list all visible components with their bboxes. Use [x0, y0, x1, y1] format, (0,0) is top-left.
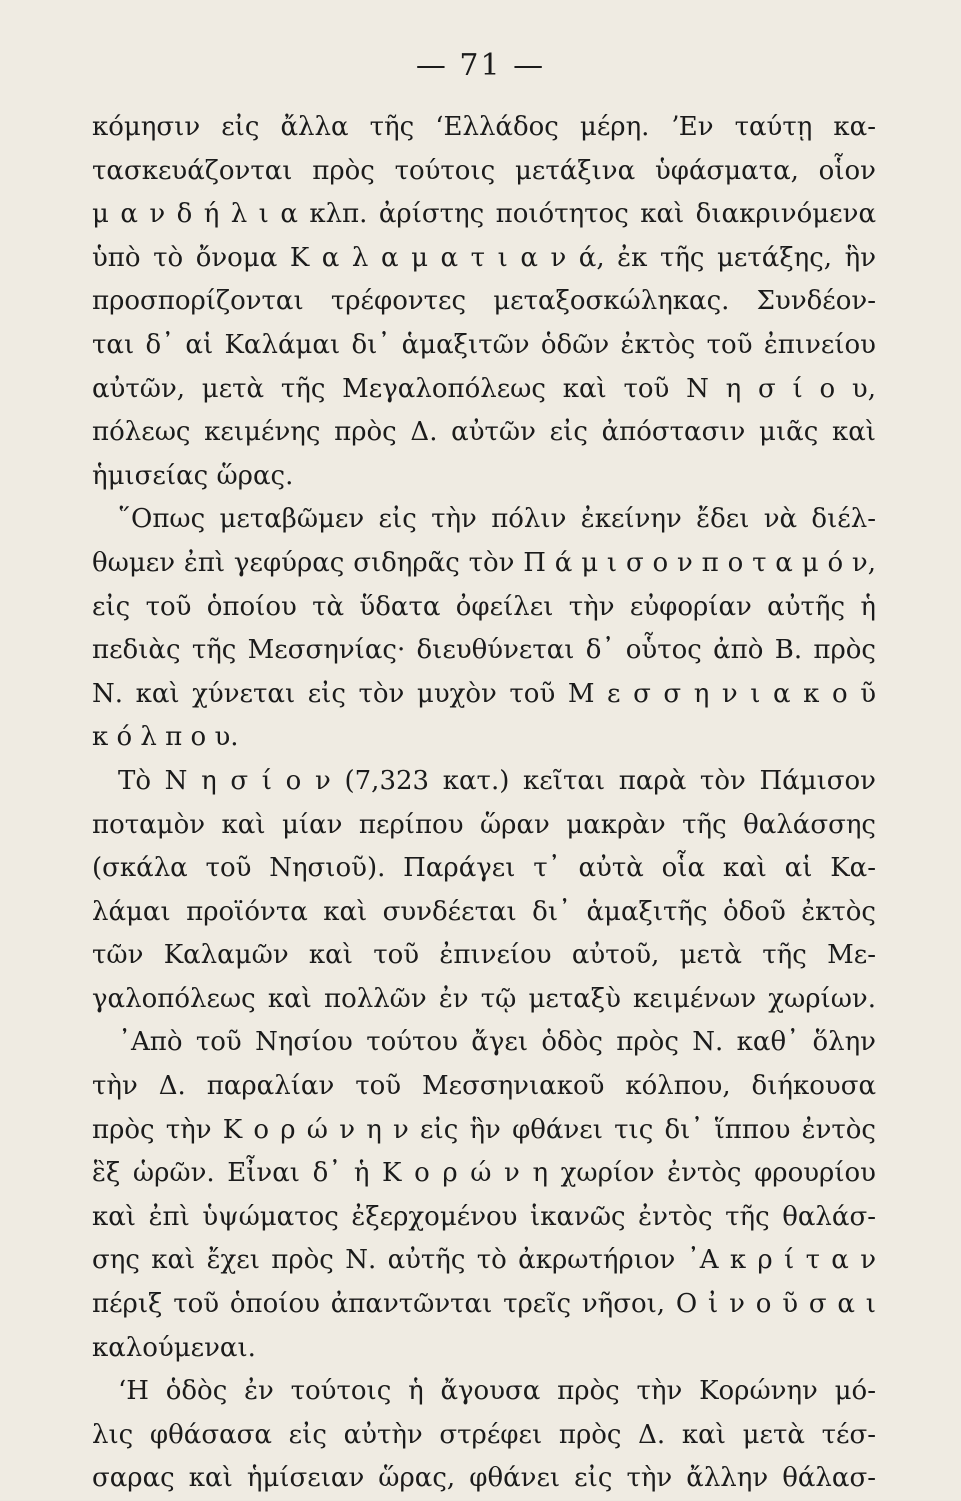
text-line: κόμησιν εἰς ἄλλα τῆς ʻΕλλάδος μέρη. ʼΕν ταύτῃ κα- [92, 112, 876, 142]
text-line: Ν. καὶ χύνεται εἰς τὸν μυχὸν τοῦ Μ ε σ σ η ν ι α κ ο ῦ [92, 678, 876, 709]
text-line: Τὸ Ν η σ ί ο ν (7,323 κατ.) κεῖται παρὰ τὸν Πάμισον [118, 765, 876, 796]
text-line: μ α ν δ ή λ ι α κλπ. ἀρίστης ποιότητος καὶ διακρινόμενα [92, 199, 876, 230]
text-line: σαρας καὶ ἡμίσειαν ὥρας, φθάνει εἰς τὴν ἄλλην θάλασ- [92, 1463, 876, 1494]
text-line: ῞Οπως μεταβῶμεν εἰς τὴν πόλιν ἐκείνην ἔδει νὰ διέλ- [118, 504, 876, 535]
text-line: γαλοπόλεως καὶ πολλῶν ἐν τῷ μεταξὺ κειμένων χωρίων. [92, 983, 876, 1014]
text-line: λις φθάσασα εἰς αὐτὴν στρέφει πρὸς Δ. καὶ μετὰ τέσ- [92, 1419, 876, 1450]
text-line: πεδιὰς τῆς Μεσσηνίας· διευθύνεται δ᾽ οὗτος ἀπὸ Β. πρὸς [92, 635, 876, 666]
text-line: εἰς τοῦ ὁποίου τὰ ὕδατα ὀφείλει τὴν εὐφορίαν αὐτῆς ἡ [92, 591, 876, 622]
text-line: προσπορίζονται τρέφοντες μεταξοσκώληκας. Συνδέον- [92, 286, 876, 317]
text-line: λάμαι προϊόντα καὶ συνδέεται δι᾽ ἁμαξιτῆς ὁδοῦ ἐκτὸς [92, 896, 876, 927]
text-line: αὐτῶν, μετὰ τῆς Μεγαλοπόλεως καὶ τοῦ Ν η σ ί ο υ, [92, 373, 876, 404]
page-number: — 71 — [415, 48, 546, 83]
text-line: σης καὶ ἔχει πρὸς Ν. αὐτῆς τὸ ἀκρωτήριον ᾽Α κ ρ ί τ α ν [92, 1245, 876, 1276]
text-line: θωμεν ἐπὶ γεφύρας σιδηρᾶς τὸν Π ά μ ι σ ο ν π ο τ α μ ό ν, [92, 547, 876, 578]
text-line: τασκευάζονται πρὸς τούτοις μετάξινα ὑφάσματα, οἷον [92, 155, 876, 186]
text-line: ἓξ ὡρῶν. Εἶναι δ᾽ ἡ Κ ο ρ ώ ν η χωρίον ἐντὸς φρουρίου [92, 1158, 876, 1189]
text-line: τὴν Δ. παραλίαν τοῦ Μεσσηνιακοῦ κόλπου, διήκουσα [92, 1071, 876, 1102]
text-line: καλούμεναι. [92, 1332, 256, 1363]
text-line: καὶ ἐπὶ ὑψώματος ἐξερχομένου ἱκανῶς ἐντὸς τῆς θαλάσ- [92, 1201, 876, 1232]
text-line: τῶν Καλαμῶν καὶ τοῦ ἐπινείου αὐτοῦ, μετὰ τῆς Με- [92, 940, 876, 971]
text-line: ὑπὸ τὸ ὄνομα Κ α λ α μ α τ ι α ν ά, ἐκ τῆς μετάξης, ἣν [92, 242, 876, 273]
text-line: ποταμὸν καὶ μίαν περίπου ὥραν μακρὰν τῆς θαλάσσης [92, 809, 876, 840]
text-line: πρὸς τὴν Κ ο ρ ώ ν η ν εἰς ἣν φθάνει τις δι᾽ ἵππου ἐντὸς [92, 1114, 876, 1145]
text-line: πέριξ τοῦ ὁποίου ἀπαντῶνται τρεῖς νῆσοι, Ο ἰ ν ο ῦ σ α ι [92, 1289, 876, 1320]
text-line: ἡμισείας ὥρας. [92, 460, 294, 491]
text-line: ʻΗ ὁδὸς ἐν τούτοις ἡ ἄγουσα πρὸς τὴν Κορώνην μό- [118, 1376, 876, 1407]
text-line: κ ό λ π ο υ. [92, 722, 239, 753]
body-text [92, 106, 876, 1501]
text-line: ᾽Απὸ τοῦ Νησίου τούτου ἄγει ὁδὸς πρὸς Ν. καθ᾽ ὅλην [118, 1027, 876, 1058]
text-line: ται δ᾽ αἱ Καλάμαι δι᾽ ἁμαξιτῶν ὁδῶν ἐκτὸς τοῦ ἐπινείου [92, 329, 876, 360]
text-line: πόλεως κειμένης πρὸς Δ. αὐτῶν εἰς ἀπόστασιν μιᾶς καὶ [92, 417, 876, 448]
text-line: (σκάλα τοῦ Νησιοῦ). Παράγει τ᾽ αὐτὰ οἷα καὶ αἱ Κα- [92, 853, 876, 884]
